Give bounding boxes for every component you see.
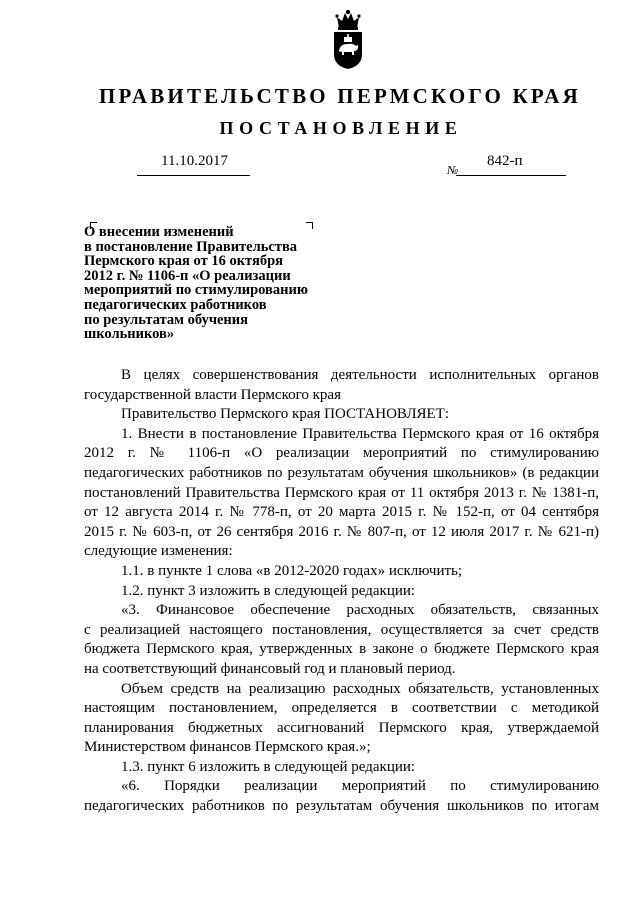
subject-line: мероприятий по стимулированию xyxy=(84,282,308,299)
number-sign: № xyxy=(447,163,459,177)
body-line: педагогических работников по результатам обучения школьников по итогам xyxy=(84,798,599,815)
subject-line: школьников» xyxy=(84,326,175,343)
body-line: от 12 августа 2014 г. № 778-п, от 20 марта 2015 г. № 152-п, от 04 сентября xyxy=(84,504,599,521)
subject-line: по результатам обучения xyxy=(84,311,248,328)
document-type: ПОСТАНОВЛЕНИЕ xyxy=(219,118,463,138)
body-line: следующие изменения: xyxy=(84,543,233,560)
subject-line: педагогических работников xyxy=(84,296,267,313)
perm-krai-coat-of-arms-icon xyxy=(332,8,364,70)
date-underline xyxy=(137,175,250,176)
document-number: 842-п xyxy=(487,153,523,169)
subject-line: Пермского края от 16 октября xyxy=(84,253,283,270)
body-line: 1.2. пункт 3 изложить в следующей редакции: xyxy=(121,582,416,599)
body-line: планирования бюджетных ассигнований Пермского края, утверждаемой xyxy=(84,719,599,736)
body-line: 1.1. в пункте 1 слова «в 2012-2020 годах» исключить; xyxy=(121,562,463,579)
body-line: 2012 г. № 1106-п «О реализации мероприятий по стимулированию xyxy=(84,445,599,462)
body-line: «3. Финансовое обеспечение расходных обязательств, связанных xyxy=(121,602,599,619)
body-line: «6. Порядки реализации мероприятий по стимулированию xyxy=(121,778,599,795)
body-line: 1.3. пункт 6 изложить в следующей редакции: xyxy=(121,758,416,775)
body-line: 1. Внести в постановление Правительства Пермского края от 16 октября xyxy=(121,425,599,442)
subject-block xyxy=(84,225,334,342)
document-body xyxy=(84,366,599,817)
government-title: ПРАВИТЕЛЬСТВО ПЕРМСКОГО КРАЯ xyxy=(98,84,581,108)
body-line: на соответствующий финансовый год и плановый период. xyxy=(84,660,456,677)
document-date: 11.10.2017 xyxy=(161,153,228,169)
subject-line: О внесении изменений xyxy=(84,224,234,240)
subject-line: в постановление Правительства xyxy=(84,238,298,255)
body-line: педагогических работников по результатам обучения школьников» (в редакции xyxy=(84,464,599,481)
subject-line: 2012 г. № 1106-п «О реализации xyxy=(84,267,291,284)
body-line: 2015 г. № 603-п, от 26 сентября 2016 г. № 807-п, от 12 июля 2017 г. № 621-п) xyxy=(84,523,599,540)
body-line: государственной власти Пермского края xyxy=(84,386,341,403)
number-underline xyxy=(456,175,566,176)
body-line: настоящим постановлением, определяется в соответствии с методикой xyxy=(84,700,599,717)
body-line: бюджета Пермского края, утвержденных в законе о бюджете Пермского края xyxy=(84,641,599,658)
body-line: постановлений Правительства Пермского края от 11 октября 2013 г. № 1381-п, xyxy=(84,484,599,501)
body-line: В целях совершенствования деятельности исполнительных органов xyxy=(121,367,599,383)
body-line: с реализацией настоящего постановления, осуществляется за счет средств xyxy=(84,621,599,638)
body-line: Правительство Пермского края ПОСТАНОВЛЯЕТ: xyxy=(121,406,450,423)
body-line: Министерством финансов Пермского края.»; xyxy=(84,739,371,756)
body-line: Объем средств на реализацию расходных обязательств, установленных xyxy=(121,680,599,697)
